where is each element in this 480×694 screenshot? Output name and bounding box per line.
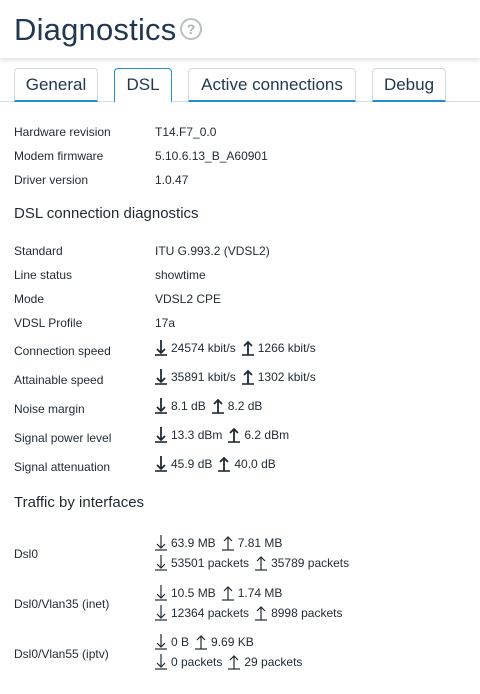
signal-attenuation-down: 45.9 dB (171, 457, 213, 471)
line-status-value: showtime (155, 268, 206, 282)
arrow-down-icon (155, 633, 167, 650)
attainable-speed-up: 1302 kbit/s (257, 370, 316, 384)
traffic-bytes-line (155, 534, 282, 551)
traffic-up-packets: 8998 packets (271, 606, 343, 620)
traffic-down-packets: 12364 packets (171, 606, 250, 620)
modem-firmware-value: 5.10.6.13_B_A60901 (155, 149, 268, 163)
page-title: Diagnostics (14, 12, 177, 47)
traffic-bytes-line (155, 584, 282, 601)
connection-speed-down: 24574 kbit/s (171, 341, 236, 355)
arrow-up-icon (222, 584, 234, 601)
arrow-down-icon (155, 604, 167, 621)
signal-power-level-up: 6.2 dBm (244, 428, 290, 442)
signal-power-level-down: 13.3 dBm (171, 428, 223, 442)
traffic-down-bytes: 10.5 MB (171, 586, 216, 600)
traffic-down-packets: 0 packets (171, 655, 223, 669)
hardware-revision-value: T14.F7_0.0 (155, 125, 217, 139)
modem-firmware-label: Modem firmware (14, 149, 104, 163)
tab-debug[interactable]: Debug (372, 68, 446, 102)
connection-speed-label: Connection speed (14, 344, 111, 358)
traffic-up-bytes: 7.81 MB (237, 536, 283, 550)
signal-attenuation-up: 40.0 dB (234, 457, 276, 471)
connection-speed-up: 1266 kbit/s (257, 341, 316, 355)
arrow-up-icon (218, 455, 230, 472)
traffic-packets-line (155, 554, 349, 571)
traffic-section-title: Traffic by interfaces (14, 494, 145, 511)
driver-version-value: 1.0.47 (155, 173, 189, 187)
traffic-down-bytes: 63.9 MB (171, 536, 216, 550)
traffic-down-bytes: 0 B (171, 635, 190, 649)
tab-bar (0, 68, 480, 102)
standard-label: Standard (14, 244, 63, 258)
line-status-label: Line status (14, 268, 73, 282)
vdsl-profile-value: 17a (155, 316, 176, 330)
traffic-up-packets: 35789 packets (271, 556, 350, 570)
arrow-down-icon (155, 339, 167, 356)
page-header (0, 0, 480, 58)
connection-speed-value (155, 339, 316, 356)
arrow-up-icon (228, 426, 240, 443)
arrow-down-icon (155, 397, 167, 414)
signal-attenuation-label: Signal attenuation (14, 460, 111, 474)
arrow-down-icon (155, 554, 167, 571)
hardware-revision-label: Hardware revision (14, 125, 111, 139)
arrow-up-icon (222, 534, 234, 551)
noise-margin-down: 8.1 dB (171, 399, 206, 413)
arrow-down-icon (155, 455, 167, 472)
arrow-up-icon (242, 368, 254, 385)
dsl-section-title: DSL connection diagnostics (14, 205, 199, 222)
arrow-up-icon (242, 339, 254, 356)
traffic-up-bytes: 9.69 KB (211, 635, 254, 649)
standard-value: ITU G.993.2 (VDSL2) (155, 244, 270, 258)
arrow-up-icon (212, 397, 224, 414)
mode-value: VDSL2 CPE (155, 292, 222, 306)
vdsl-profile-label: VDSL Profile (14, 316, 83, 330)
traffic-interface-name: Dsl0/Vlan35 (inet) (14, 597, 110, 611)
signal-power-level-label: Signal power level (14, 431, 112, 445)
arrow-down-icon (155, 426, 167, 443)
driver-version-label: Driver version (14, 173, 89, 187)
arrow-up-icon (195, 633, 207, 650)
help-icon[interactable]: ? (180, 18, 202, 40)
traffic-packets-line (155, 604, 342, 621)
traffic-packets-line (155, 653, 302, 670)
arrow-up-icon (255, 604, 267, 621)
traffic-interface-name: Dsl0 (14, 547, 39, 561)
traffic-down-packets: 53501 packets (171, 556, 250, 570)
arrow-down-icon (155, 534, 167, 551)
attainable-speed-value (155, 368, 316, 385)
tab-active-connections[interactable]: Active connections (188, 68, 356, 102)
attainable-speed-label: Attainable speed (14, 373, 104, 387)
tab-general[interactable]: General (14, 68, 98, 102)
arrow-up-icon (228, 653, 240, 670)
noise-margin-up: 8.2 dB (227, 399, 263, 413)
tab-dsl[interactable]: DSL (114, 68, 172, 103)
traffic-bytes-line (155, 633, 254, 650)
signal-power-level-value (155, 426, 289, 443)
arrow-up-icon (255, 554, 267, 571)
arrow-down-icon (155, 584, 167, 601)
noise-margin-value (155, 397, 262, 414)
traffic-interface-name: Dsl0/Vlan55 (iptv) (14, 647, 109, 661)
traffic-up-packets: 29 packets (244, 655, 303, 669)
attainable-speed-down: 35891 kbit/s (171, 370, 236, 384)
arrow-down-icon (155, 653, 167, 670)
arrow-down-icon (155, 368, 167, 385)
signal-attenuation-value (155, 455, 276, 472)
noise-margin-label: Noise margin (14, 402, 85, 416)
traffic-up-bytes: 1.74 MB (237, 586, 283, 600)
mode-label: Mode (14, 292, 45, 306)
